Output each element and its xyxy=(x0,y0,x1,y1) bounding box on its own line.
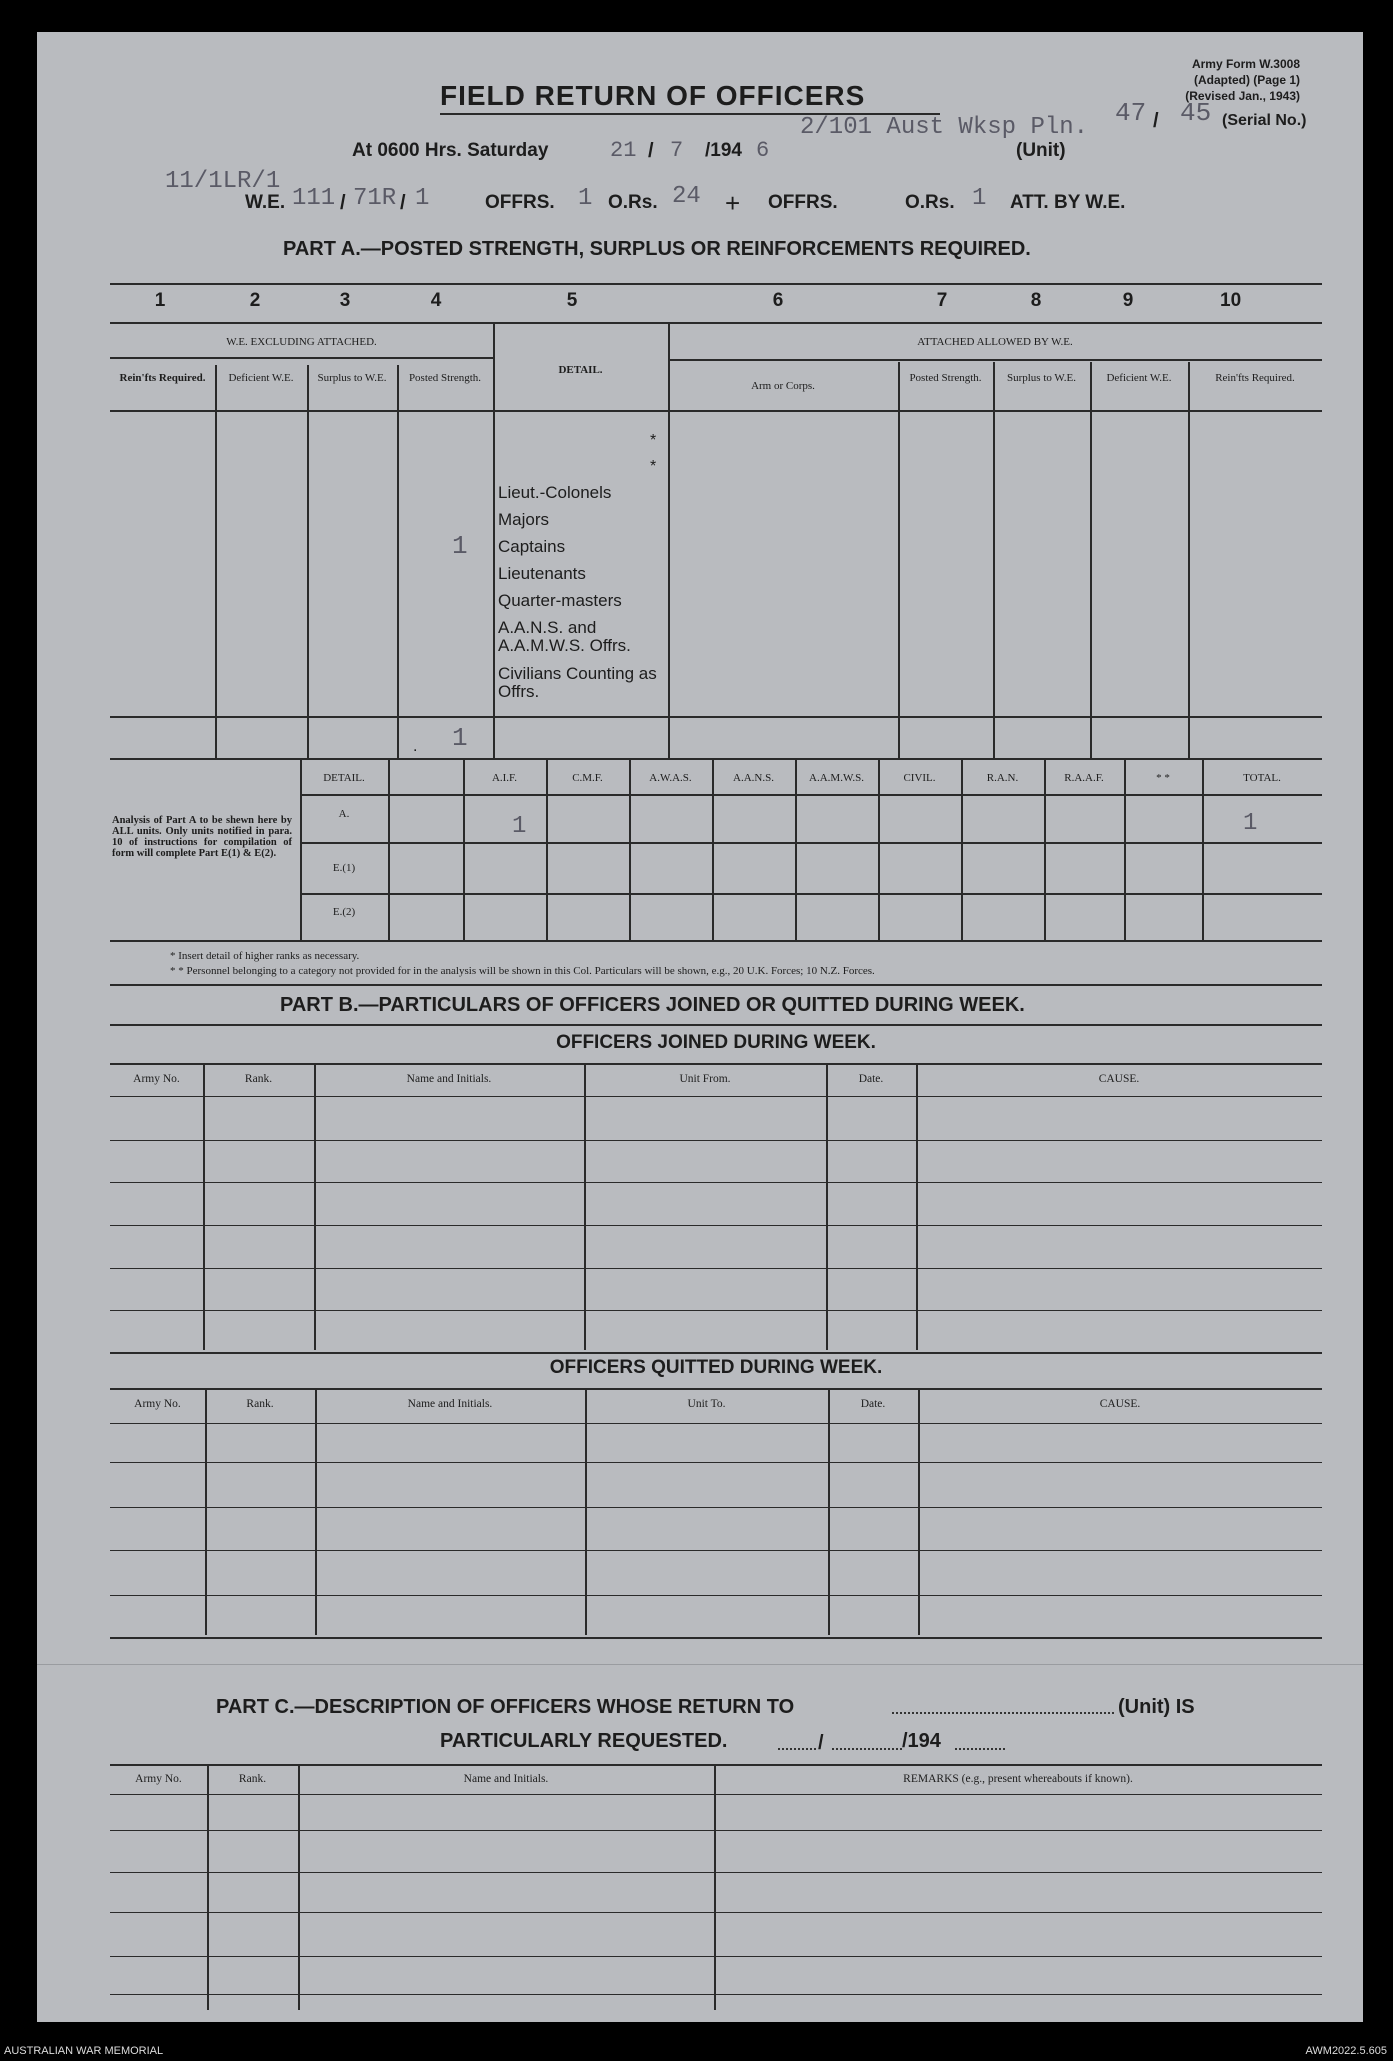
detail-header: DETAIL. xyxy=(558,364,603,376)
col-number: 4 xyxy=(430,290,442,311)
ors2-value: 1 xyxy=(972,185,987,212)
table-row-line xyxy=(110,1956,1322,1957)
table-row-line xyxy=(110,1595,1322,1596)
part-c-top-border xyxy=(110,1764,1322,1766)
table-row-line xyxy=(110,1794,1322,1795)
c3-header: Surplus to W.E. xyxy=(317,372,387,384)
c4-header: Posted Strength. xyxy=(408,372,482,384)
table-col-line xyxy=(826,1063,828,1350)
part-b-top-border xyxy=(110,984,1322,986)
analysis-header: A.A.M.W.S. xyxy=(809,772,864,784)
part-b-heading: PART B.—PARTICULARS OF OFFICERS JOINED OR QUITTED DURING WEEK. xyxy=(280,994,1025,1016)
table-header: Name and Initials. xyxy=(463,1773,549,1785)
table-header: Date. xyxy=(858,1073,884,1085)
analysis-col-line xyxy=(878,760,880,940)
col-line xyxy=(1090,362,1092,758)
part-a-num-border xyxy=(110,322,1322,324)
part-c-year: /194 xyxy=(902,1730,941,1752)
we-excl-divider xyxy=(110,357,493,359)
analysis-col-line xyxy=(961,760,963,940)
att-allowed-header: ATTACHED ALLOWED BY W.E. xyxy=(917,336,1073,348)
table-row-line xyxy=(110,1096,1322,1097)
c9-header: Deficient W.E. xyxy=(1106,372,1172,384)
analysis-header: C.M.F. xyxy=(572,772,603,784)
table-header: Army No. xyxy=(133,1073,180,1085)
analysis-header: DETAIL. xyxy=(323,772,365,784)
quitted-top-border xyxy=(110,1352,1322,1354)
analysis-row-border xyxy=(300,893,1322,895)
serial-b: 45 xyxy=(1180,98,1212,128)
table-col-line xyxy=(315,1388,317,1635)
rank-list xyxy=(498,479,668,701)
c2-header: Deficient W.E. xyxy=(228,372,294,384)
paper-fold xyxy=(37,1664,1363,1665)
table-row-line xyxy=(110,1310,1322,1311)
unit-label: (Unit) xyxy=(1016,140,1066,161)
analysis-header: * * xyxy=(1156,772,1170,784)
col-line xyxy=(668,324,670,758)
rank-majors: Majors xyxy=(498,510,550,529)
footer-left: AUSTRALIAN WAR MEMORIAL xyxy=(4,2045,164,2057)
table-header: Rank. xyxy=(246,1398,274,1410)
captains-posted: 1 xyxy=(452,531,468,561)
part-c-date-sep: / xyxy=(818,1732,824,1754)
table-row-line xyxy=(110,1140,1322,1141)
table-header: CAUSE. xyxy=(1099,1398,1141,1410)
table-col-line xyxy=(314,1063,316,1350)
analysis-col-line xyxy=(463,760,465,940)
rank-qm: Quarter-masters xyxy=(498,591,622,610)
rank-aans: A.A.N.S. and A.A.M.W.S. Offrs. xyxy=(498,618,631,655)
serial-label: (Serial No.) xyxy=(1222,112,1307,129)
total-dot: . xyxy=(413,738,418,755)
quitted-title: OFFICERS QUITTED DURING WEEK. xyxy=(549,1357,883,1378)
analysis-row-a: A. xyxy=(338,808,350,820)
date-sep-1: / xyxy=(648,140,654,162)
table-row-line xyxy=(110,1912,1322,1913)
footnote-1: * Insert detail of higher ranks as necessary. xyxy=(170,950,360,962)
form-paper xyxy=(37,32,1363,2022)
we-excl-header: W.E. EXCLUDING ATTACHED. xyxy=(226,336,377,348)
part-c-line1: PART C.—DESCRIPTION OF OFFICERS WHOSE RETURN TO xyxy=(216,1696,795,1718)
col-number: 2 xyxy=(249,290,261,311)
analysis-row-e2: E.(2) xyxy=(332,906,356,918)
c1-header: Rein'fts Required. xyxy=(119,372,206,384)
part-b-divider xyxy=(110,1024,1322,1026)
table-header: Rank. xyxy=(244,1073,273,1085)
att-divider xyxy=(668,359,1322,361)
analysis-row-border xyxy=(300,842,1322,844)
joined-header-border xyxy=(110,1063,1322,1065)
form-id-line2: (Adapted) (Page 1) xyxy=(1193,73,1300,87)
col-number: 8 xyxy=(1030,290,1042,311)
rank-asterisks: * * xyxy=(650,432,657,475)
c7-header: Posted Strength. xyxy=(909,372,982,384)
form-title: FIELD RETURN OF OFFICERS xyxy=(440,80,866,111)
col-number: 10 xyxy=(1220,290,1242,311)
col-line xyxy=(307,365,309,758)
table-row-line xyxy=(110,1225,1322,1226)
table-header: Name and Initials. xyxy=(407,1398,493,1410)
analysis-col-line xyxy=(1202,760,1204,940)
margin-note: 11/1LR/1 xyxy=(165,168,281,195)
army-form-id xyxy=(1120,56,1300,104)
analysis-note: Analysis of Part A to be shewn here by ALL units. Only units notified in para. 10 of instructions for compilation of form will complete Part E(1) & E(2). xyxy=(112,815,292,859)
joined-title: OFFICERS JOINED DURING WEEK. xyxy=(556,1032,876,1053)
col-line xyxy=(898,362,900,758)
form-id-line3: (Revised Jan., 1943) xyxy=(1185,89,1300,103)
analysis-header-border xyxy=(300,794,1322,796)
analysis-header: A.I.F. xyxy=(491,772,518,784)
at-line-label: At 0600 Hrs. Saturday xyxy=(352,140,549,161)
analysis-header: TOTAL. xyxy=(1243,772,1281,784)
table-col-line xyxy=(828,1388,830,1635)
table-col-line xyxy=(918,1388,920,1635)
total-posted: 1 xyxy=(452,723,468,753)
table-header: CAUSE. xyxy=(1098,1073,1140,1085)
table-header: Name and Initials. xyxy=(406,1073,492,1085)
we-sep-2: / xyxy=(400,192,406,214)
col-number: 5 xyxy=(566,290,578,311)
analysis-col-line xyxy=(629,760,631,940)
unit-value: 2/101 Aust Wksp Pln. xyxy=(800,114,1089,141)
table-col-line xyxy=(207,1764,209,2010)
col-number: 1 xyxy=(154,290,166,311)
offrs-label: OFFRS. xyxy=(485,192,555,213)
serial-a: 47 xyxy=(1115,98,1147,128)
analysis-header: R.A.A.F. xyxy=(1064,772,1104,784)
we-sep-1: / xyxy=(340,192,346,214)
rank-captains: Captains xyxy=(498,537,566,556)
table-header: Unit From. xyxy=(679,1073,731,1085)
part-c-year-blank xyxy=(955,1748,1005,1750)
col-line xyxy=(1188,362,1190,758)
analysis-col-line xyxy=(1044,760,1046,940)
we-value-b: 71R xyxy=(353,185,397,212)
we-label: W.E. xyxy=(245,192,286,213)
total-a-value: 1 xyxy=(1243,810,1258,837)
offrs-value: 1 xyxy=(578,185,593,212)
ors-label: O.Rs. xyxy=(608,192,658,213)
table-row-line xyxy=(110,1830,1322,1831)
table-col-line xyxy=(585,1388,587,1635)
part-c-month-blank xyxy=(832,1748,902,1750)
date-day: 21 xyxy=(610,138,637,163)
plus-sign: + xyxy=(725,188,741,218)
footnote-2: * * Personnel belonging to a category not provided for in the analysis will be shown in this Col. Particulars will be shown, e.g., 20 U.K. Forces; 10 N.Z. Forces. xyxy=(170,965,875,977)
table-row-line xyxy=(110,1550,1322,1551)
analysis-header: A.A.N.S. xyxy=(733,772,774,784)
analysis-header: A.W.A.S. xyxy=(649,772,692,784)
analysis-header: R.A.N. xyxy=(986,772,1019,784)
col-number: 6 xyxy=(772,290,784,311)
att-label: ATT. BY W.E. xyxy=(1010,192,1126,213)
table-col-line xyxy=(205,1388,207,1635)
table-row-line xyxy=(110,1462,1322,1463)
date-month: 7 xyxy=(670,138,684,163)
analysis-col-line xyxy=(1124,760,1126,940)
table-col-line xyxy=(203,1063,205,1350)
col-number: 7 xyxy=(936,290,948,311)
we-value-c: 1 xyxy=(415,185,430,212)
part-a-bottom-border xyxy=(110,758,1322,760)
we-value-a: 111 xyxy=(292,185,336,212)
ors-value: 24 xyxy=(672,183,701,210)
quitted-header-border xyxy=(110,1388,1322,1390)
table-row-line xyxy=(110,1507,1322,1508)
analysis-row-e1: E.(1) xyxy=(332,862,356,874)
table-row-line xyxy=(110,1268,1322,1269)
table-header: Date. xyxy=(860,1398,886,1410)
table-header: Unit To. xyxy=(687,1398,726,1410)
table-col-line xyxy=(714,1764,716,2010)
rank-civilians: Civilians Counting as Offrs. xyxy=(498,664,657,701)
table-header: REMARKS (e.g., present whereabouts if known). xyxy=(903,1773,1133,1785)
table-row-line xyxy=(110,1994,1322,1995)
form-id-line1: Army Form W.3008 xyxy=(1191,57,1300,71)
c10-header: Rein'fts Required. xyxy=(1215,372,1295,384)
analysis-bottom-border xyxy=(110,940,1322,942)
table-row-line xyxy=(110,1872,1322,1873)
rank-lt-col: Lieut.-Colonels xyxy=(498,483,612,502)
table-col-line xyxy=(916,1063,918,1350)
col-line xyxy=(993,362,995,758)
table-row-line xyxy=(110,1423,1322,1424)
sub-header-border xyxy=(110,410,1322,412)
part-c-line1-suffix: (Unit) IS xyxy=(1118,1696,1195,1718)
date-year-digit: 6 xyxy=(756,138,770,163)
part-a-top-border xyxy=(110,283,1322,285)
table-col-line xyxy=(584,1063,586,1350)
col-line xyxy=(215,365,217,758)
part-c-line2: PARTICULARLY REQUESTED. xyxy=(440,1730,728,1752)
analysis-header: CIVIL. xyxy=(903,772,936,784)
c6-header: Arm or Corps. xyxy=(751,380,815,392)
table-row-line xyxy=(110,1182,1322,1183)
part-a-heading: PART A.—POSTED STRENGTH, SURPLUS OR REINFORCEMENTS REQUIRED. xyxy=(283,238,1031,260)
total-row-border xyxy=(110,716,1322,718)
table-header: Army No. xyxy=(135,1773,182,1785)
analysis-col-line xyxy=(712,760,714,940)
offrs2-label: OFFRS. xyxy=(768,192,838,213)
c8-header: Surplus to W.E. xyxy=(1006,372,1077,384)
footer-right: AWM2022.5.605 xyxy=(1305,2045,1387,2057)
analysis-col-line xyxy=(388,760,390,940)
col-line xyxy=(493,324,495,758)
col-line xyxy=(397,365,399,758)
date-year-prefix: /194 xyxy=(705,140,742,161)
part-b-bottom-border xyxy=(110,1637,1322,1639)
col-number: 9 xyxy=(1122,290,1134,311)
analysis-col-line xyxy=(795,760,797,940)
table-header: Army No. xyxy=(134,1398,181,1410)
analysis-col-line xyxy=(546,760,548,940)
rank-lieutenants: Lieutenants xyxy=(498,564,586,583)
col-number: 3 xyxy=(339,290,351,311)
table-col-line xyxy=(298,1764,300,2010)
serial-sep: / xyxy=(1153,110,1159,132)
part-c-day-blank xyxy=(778,1748,816,1750)
table-header: Rank. xyxy=(238,1773,267,1785)
aif-a-value: 1 xyxy=(512,813,527,840)
part-c-unit-blank xyxy=(892,1712,1114,1714)
ors2-label: O.Rs. xyxy=(905,192,955,213)
